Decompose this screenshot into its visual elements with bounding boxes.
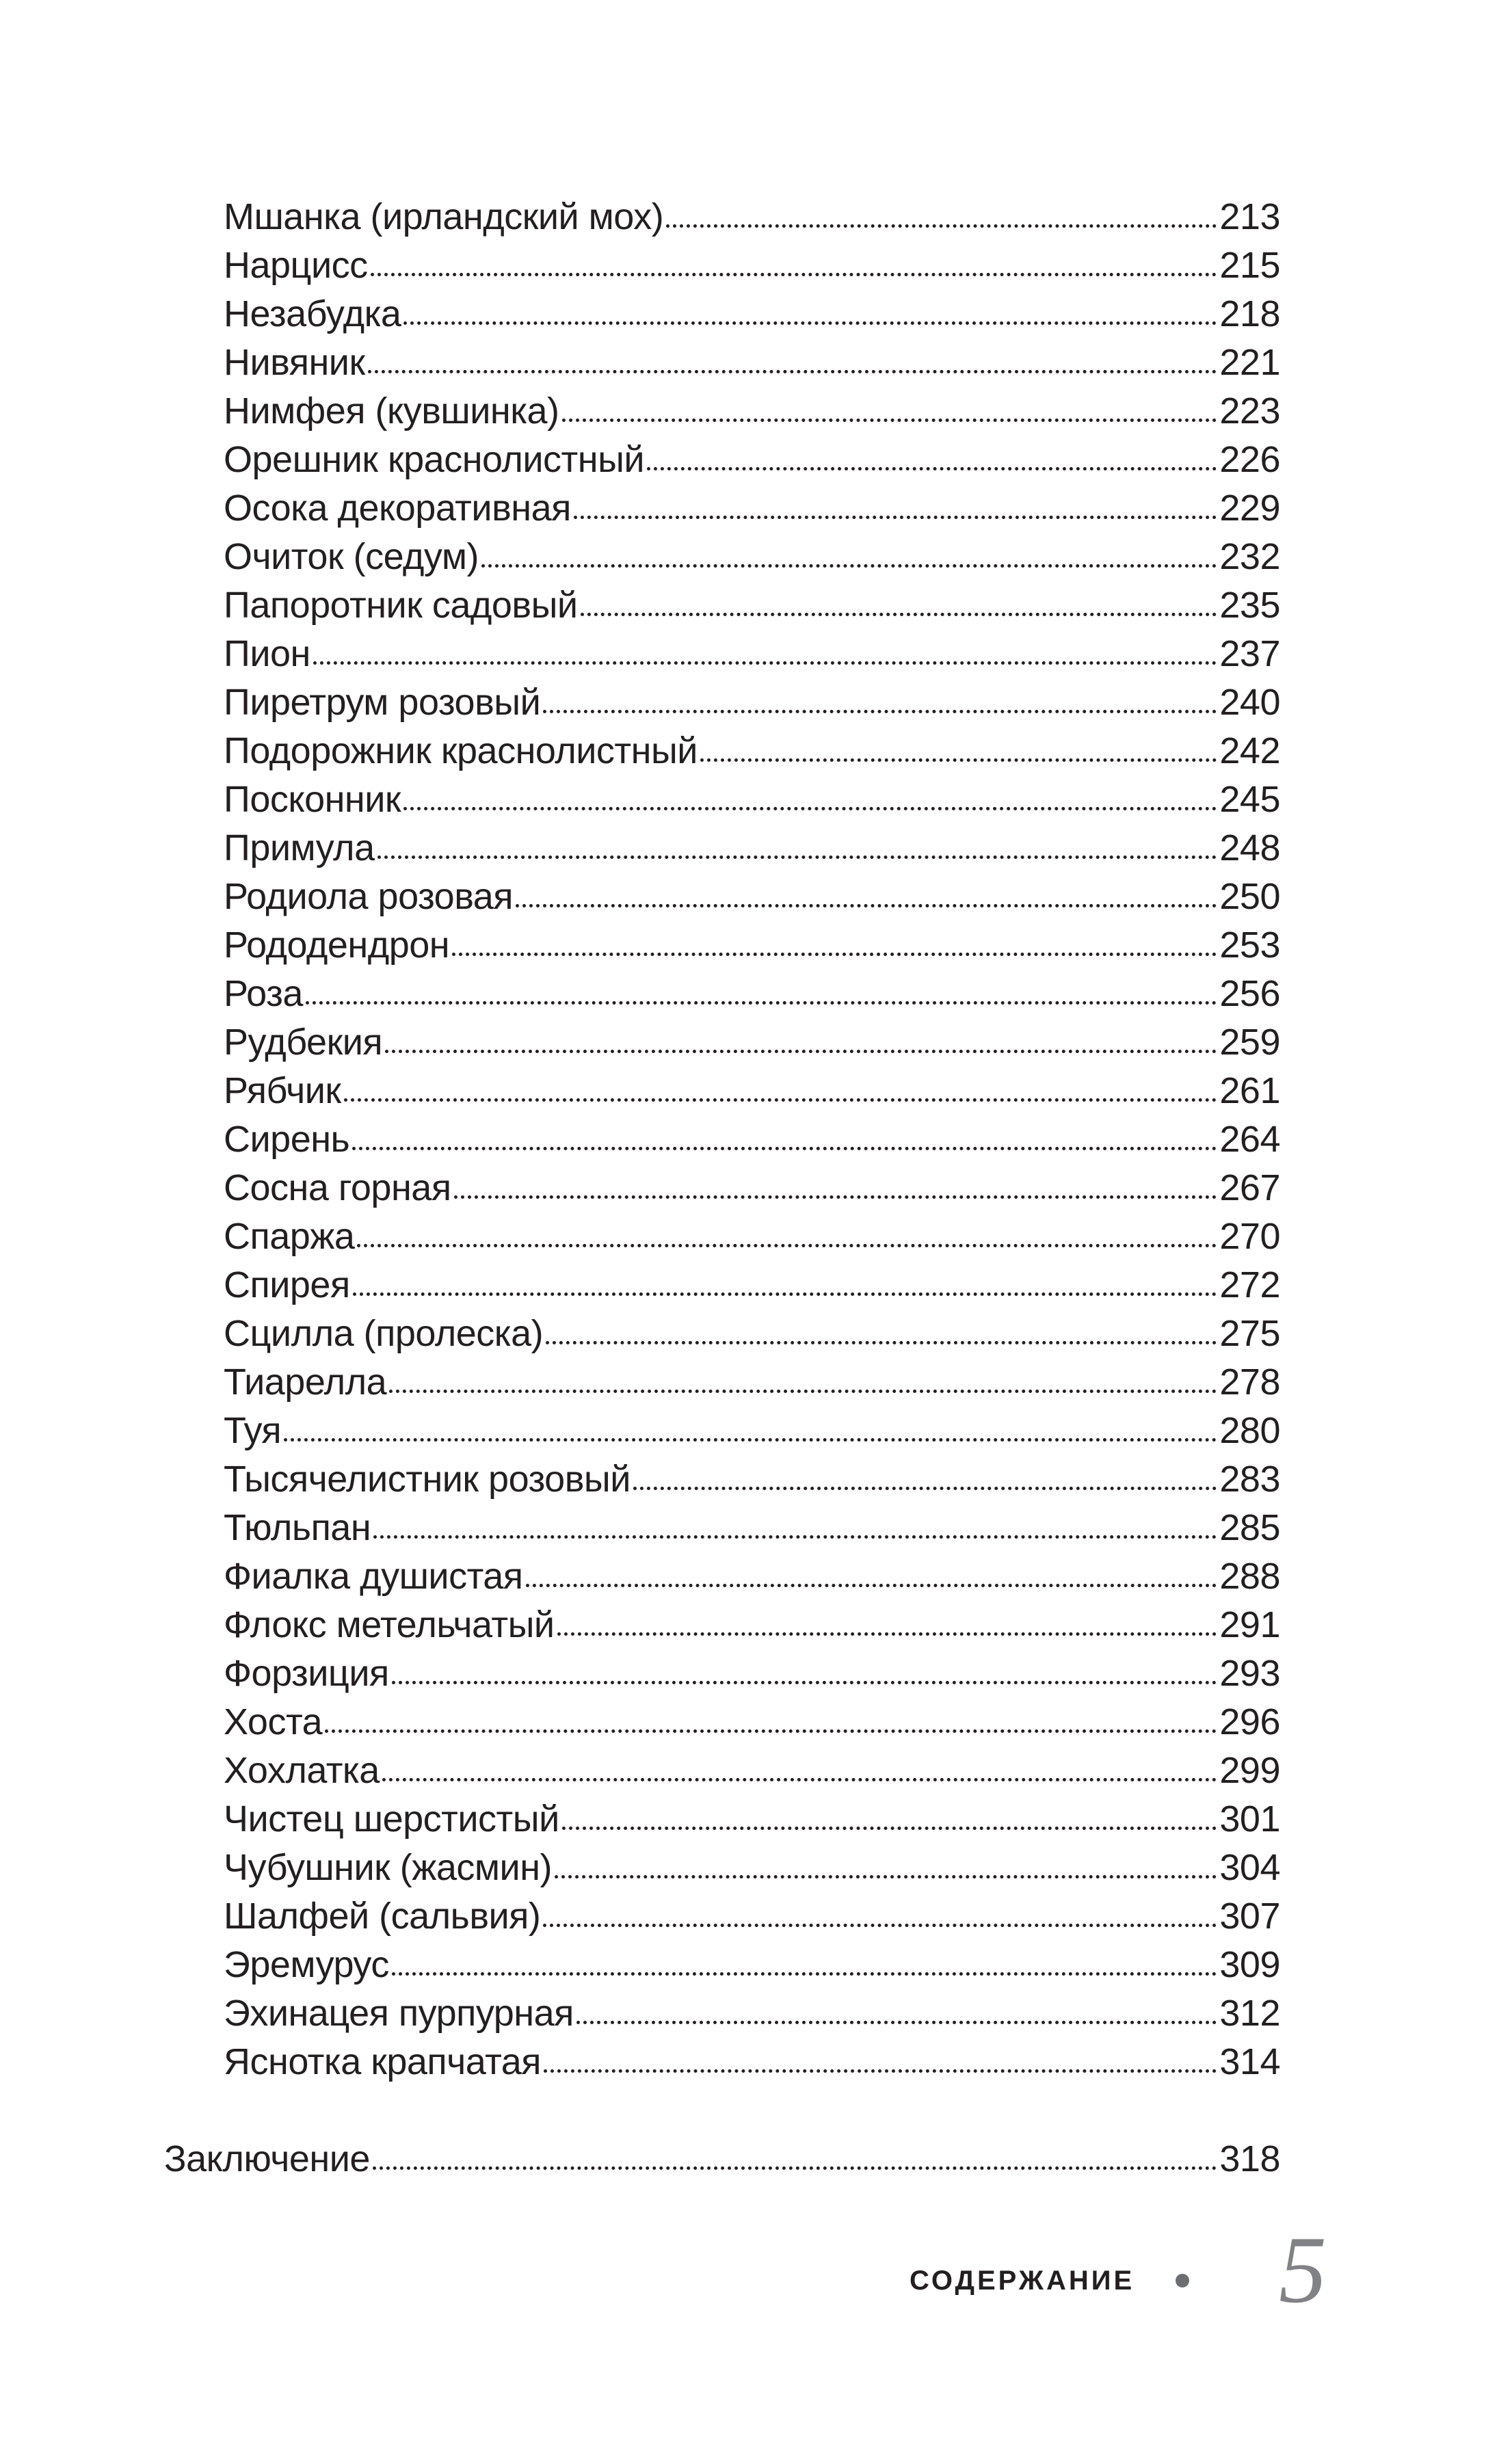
toc-dot-leader	[368, 370, 1217, 373]
toc-entry-title: Мшанка (ирландский мох)	[224, 196, 664, 237]
toc-entry-title: Незабудка	[224, 293, 401, 334]
toc-dot-leader	[543, 1924, 1217, 1927]
toc-entry-page: 296	[1219, 1701, 1280, 1742]
toc-entry[interactable]	[224, 1795, 1280, 1844]
toc-entry-title: Рудбекия	[224, 1022, 383, 1063]
toc-entry[interactable]	[224, 1601, 1280, 1649]
toc-dot-leader	[666, 224, 1217, 228]
toc-entry-page: 226	[1219, 439, 1280, 480]
toc-dot-leader	[382, 1778, 1217, 1781]
toc-entry-page: 299	[1219, 1750, 1280, 1791]
toc-dot-leader	[543, 710, 1217, 713]
toc-entry-page: 264	[1219, 1119, 1280, 1160]
toc-entry-title: Эремурус	[224, 1944, 389, 1985]
toc-dot-leader	[403, 807, 1217, 810]
toc-dot-leader	[452, 953, 1217, 956]
toc-dot-leader	[325, 1729, 1217, 1733]
toc-entry-page: 229	[1219, 488, 1280, 529]
toc-entry[interactable]	[224, 678, 1280, 727]
toc-entry-page: 250	[1219, 876, 1280, 917]
toc-dot-leader	[373, 1535, 1217, 1539]
toc-dot-leader	[306, 1001, 1217, 1005]
toc-entry[interactable]	[224, 1164, 1280, 1212]
toc-entry-page: 237	[1219, 633, 1280, 674]
toc-entry-page: 283	[1219, 1459, 1280, 1500]
toc-dot-leader	[373, 2166, 1217, 2170]
toc-entry-title: Чистец шерстистый	[224, 1799, 559, 1840]
toc-entry[interactable]	[224, 1310, 1280, 1358]
toc-entry-title: Родиола розовая	[224, 876, 514, 917]
toc-dot-leader	[392, 1681, 1217, 1684]
toc-dot-leader	[544, 2069, 1217, 2073]
toc-entry-page: 312	[1219, 1993, 1280, 2034]
toc-entry[interactable]	[224, 1989, 1280, 2038]
toc-entry[interactable]	[224, 193, 1280, 241]
toc-dot-leader	[389, 1390, 1217, 1393]
toc-entry-page: 213	[1219, 196, 1280, 237]
toc-entry-page: 242	[1219, 730, 1280, 771]
toc-dot-leader	[581, 613, 1217, 616]
toc-entry-title: Хоста	[224, 1701, 323, 1742]
toc-dot-leader	[557, 1632, 1217, 1636]
toc-entry-page: 270	[1219, 1216, 1280, 1257]
toc-entry-title: Форзиция	[224, 1653, 389, 1694]
toc-entry-page: 304	[1219, 1847, 1280, 1888]
toc-entry[interactable]	[224, 1067, 1280, 1115]
toc-entry-page: 314	[1219, 2041, 1280, 2082]
toc-entry[interactable]	[224, 775, 1280, 824]
toc-dot-leader	[353, 1292, 1217, 1296]
toc-dot-leader	[700, 758, 1217, 762]
toc-entry-page: 278	[1219, 1362, 1280, 1403]
toc-entry-title: Хохлатка	[224, 1750, 380, 1791]
toc-entry-page: 218	[1219, 293, 1280, 334]
toc-dot-leader	[392, 1972, 1217, 1976]
toc-entry[interactable]	[224, 290, 1280, 339]
toc-entry-title: Пиретрум розовый	[224, 682, 541, 723]
toc-entry[interactable]	[224, 1261, 1280, 1310]
section-label: СОДЕРЖАНИЕ	[910, 2265, 1135, 2296]
toc-entry[interactable]	[224, 1892, 1280, 1941]
toc-entry[interactable]	[224, 387, 1280, 436]
toc-entry-page: 293	[1219, 1653, 1280, 1694]
toc-entry[interactable]	[224, 1358, 1280, 1407]
toc-dot-leader	[371, 273, 1217, 276]
toc-dot-leader	[555, 1875, 1217, 1879]
toc-dot-leader	[385, 1050, 1217, 1053]
toc-entry-page: 275	[1219, 1313, 1280, 1354]
toc-entry-title: Посконник	[224, 779, 401, 820]
toc-entry-page: 309	[1219, 1944, 1280, 1985]
toc-entry-title: Фиалка душистая	[224, 1556, 523, 1597]
toc-dot-leader	[562, 1827, 1217, 1830]
toc-dot-leader	[377, 855, 1217, 859]
toc-entry[interactable]	[224, 339, 1280, 387]
toc-entry-title: Тысячелистник розовый	[224, 1459, 631, 1500]
toc-entry-page: 301	[1219, 1799, 1280, 1840]
toc-entry[interactable]	[224, 727, 1280, 775]
toc-entry-title: Орешник краснолистный	[224, 439, 645, 480]
toc-entry-page: 221	[1219, 342, 1280, 383]
toc-entry-page: 288	[1219, 1556, 1280, 1597]
toc-dot-leader	[526, 1584, 1217, 1587]
toc-entry[interactable]	[224, 970, 1280, 1018]
bullet-dot-icon	[1176, 2274, 1189, 2287]
toc-dot-leader	[313, 661, 1217, 665]
toc-entry[interactable]	[224, 1649, 1280, 1698]
toc-entry-page: 235	[1219, 585, 1280, 626]
toc-entry[interactable]	[224, 921, 1280, 970]
toc-entry[interactable]	[224, 1018, 1280, 1067]
toc-entry-title: Осока декоративная	[224, 488, 571, 529]
toc-entry[interactable]	[224, 1407, 1280, 1455]
toc-entry-title: Подорожник краснолистный	[224, 730, 698, 771]
toc-entry-page: 291	[1219, 1604, 1280, 1645]
toc-dot-leader	[576, 2021, 1217, 2024]
toc-entry[interactable]	[224, 533, 1280, 581]
toc-entry[interactable]	[224, 581, 1280, 630]
toc-entry-title: Примула	[224, 827, 375, 868]
toc-entry-page: 245	[1219, 779, 1280, 820]
toc-entry-title: Сирень	[224, 1119, 350, 1160]
toc-entry[interactable]	[224, 824, 1280, 873]
toc-entry-title: Пион	[224, 633, 310, 674]
toc-dot-leader	[344, 1098, 1217, 1102]
toc-entry-title: Шалфей (сальвия)	[224, 1896, 541, 1937]
toc-entry-title: Очиток (седум)	[224, 536, 479, 577]
toc-entry-page: 253	[1219, 925, 1280, 966]
toc-entry[interactable]	[224, 1698, 1280, 1747]
running-footer	[910, 2260, 1189, 2301]
toc-entry-page: 272	[1219, 1264, 1280, 1305]
toc-dot-leader	[357, 1244, 1217, 1247]
toc-entry[interactable]	[224, 2038, 1280, 2086]
toc-entry[interactable]	[224, 241, 1280, 290]
toc-entry[interactable]	[224, 1552, 1280, 1601]
toc-entry-page: 285	[1219, 1507, 1280, 1548]
toc-entry-title: Заключение	[164, 2138, 370, 2179]
toc-entry-title: Тюльпан	[224, 1507, 371, 1548]
toc-dot-leader	[352, 1147, 1217, 1150]
toc-entry-title: Туя	[224, 1410, 282, 1451]
toc-list	[224, 193, 1280, 2086]
toc-entry-page: 248	[1219, 827, 1280, 868]
toc-dot-leader	[574, 516, 1217, 519]
toc-entry[interactable]	[224, 1747, 1280, 1795]
toc-dot-leader	[403, 321, 1217, 325]
toc-entry-page: 256	[1219, 973, 1280, 1014]
toc-entry-page: 318	[1219, 2138, 1280, 2179]
toc-entry-title: Эхинацея пурпурная	[224, 1993, 574, 2034]
toc-dot-leader	[562, 419, 1217, 422]
toc-entry-title: Рябчик	[224, 1070, 341, 1111]
toc-entry-title: Нимфея (кувшинка)	[224, 390, 559, 432]
toc-entry-page: 307	[1219, 1896, 1280, 1937]
toc-dot-leader	[481, 564, 1217, 568]
page-number: 5	[1279, 2217, 1327, 2323]
toc-entry-page: 223	[1219, 390, 1280, 432]
toc-entry-page: 267	[1219, 1167, 1280, 1208]
toc-entry-page: 259	[1219, 1022, 1280, 1063]
toc-entry[interactable]	[224, 1941, 1280, 1989]
toc-dot-leader	[633, 1487, 1217, 1490]
toc-entry-title: Нарцисс	[224, 245, 368, 286]
toc-entry[interactable]	[224, 484, 1280, 533]
toc-entry-title: Сцилла (пролеска)	[224, 1313, 544, 1354]
toc-entry[interactable]	[224, 630, 1280, 678]
toc-entry-page: 232	[1219, 536, 1280, 577]
toc-dot-leader	[647, 467, 1217, 470]
toc-entry-conclusion[interactable]	[164, 2135, 1280, 2184]
toc-entry-title: Сосна горная	[224, 1167, 451, 1208]
toc-entry[interactable]	[224, 1212, 1280, 1261]
toc-entry-page: 215	[1219, 245, 1280, 286]
toc-entry[interactable]	[224, 1504, 1280, 1552]
toc-entry-title: Чубушник (жасмин)	[224, 1847, 553, 1888]
toc-entry[interactable]	[224, 1455, 1280, 1504]
toc-entry-title: Тиарелла	[224, 1362, 387, 1403]
toc-entry-title: Спаржа	[224, 1216, 355, 1257]
toc-entry-title: Нивяник	[224, 342, 365, 383]
toc-entry-title: Яснотка крапчатая	[224, 2041, 542, 2082]
toc-entry-page: 240	[1219, 682, 1280, 723]
toc-dot-leader	[516, 904, 1217, 907]
toc-entry[interactable]	[224, 873, 1280, 921]
toc-entry[interactable]	[224, 436, 1280, 484]
toc-entry-title: Рододендрон	[224, 925, 450, 966]
toc-entry[interactable]	[224, 1115, 1280, 1164]
toc-entry-title: Флокс метельчатый	[224, 1604, 555, 1645]
toc-entry-title: Спирея	[224, 1264, 350, 1305]
toc-dot-leader	[284, 1438, 1217, 1442]
toc-entry[interactable]	[224, 1844, 1280, 1892]
toc-dot-leader	[454, 1195, 1217, 1199]
toc-entry-title: Роза	[224, 973, 303, 1014]
toc-entry-page: 261	[1219, 1070, 1280, 1111]
toc-entry-page: 280	[1219, 1410, 1280, 1451]
toc-dot-leader	[546, 1341, 1217, 1344]
toc-entry-title: Папоротник садовый	[224, 585, 578, 626]
